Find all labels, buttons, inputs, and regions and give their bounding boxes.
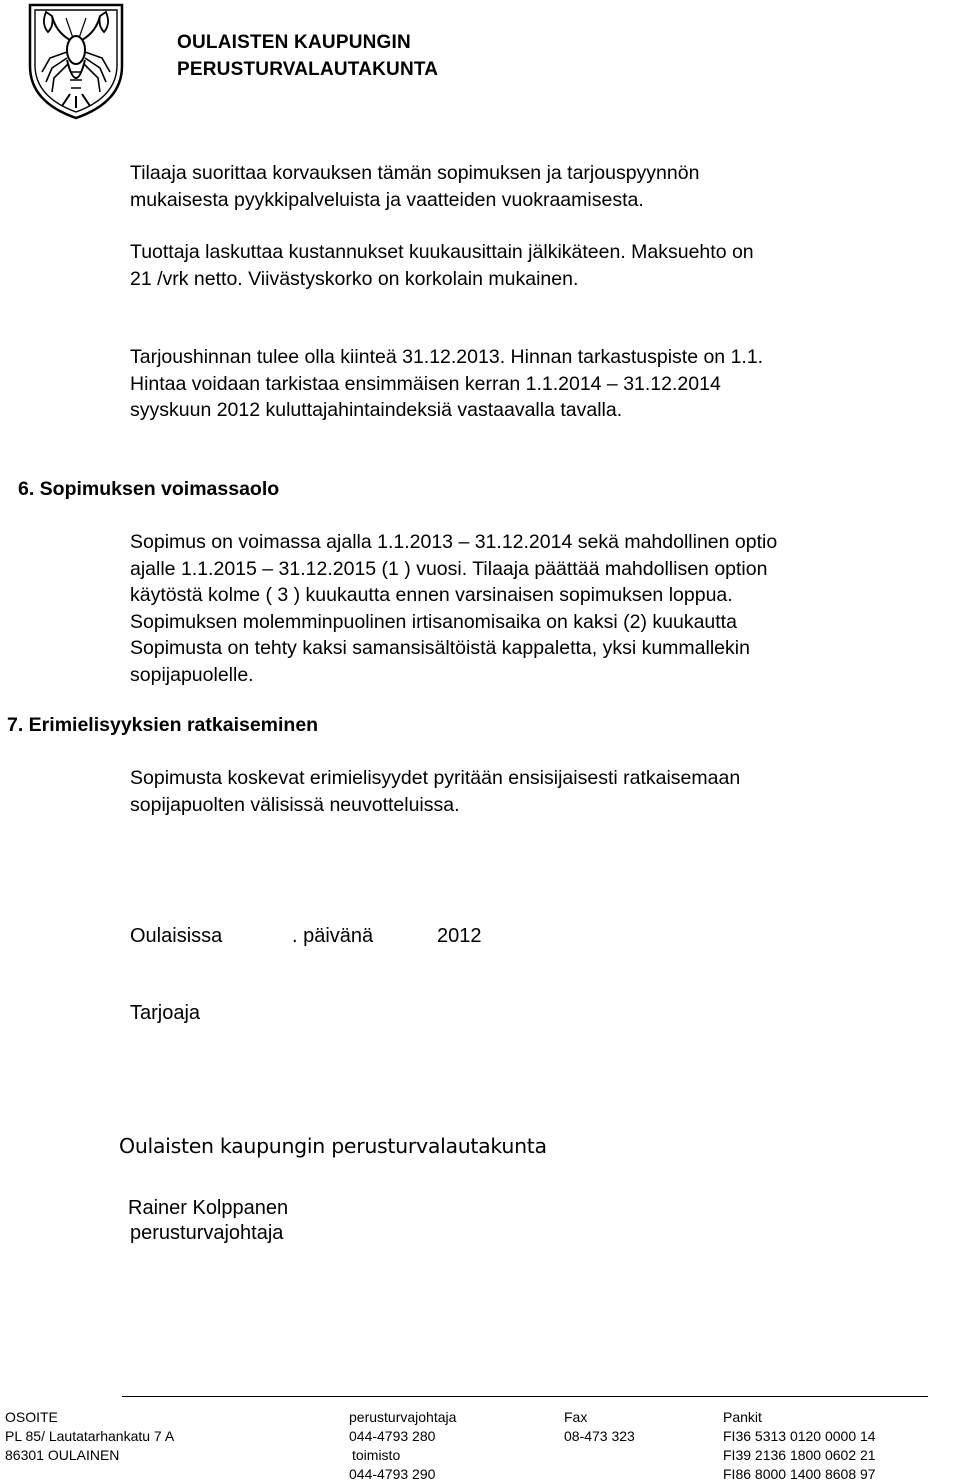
coat-of-arms-logo <box>26 2 126 120</box>
footer-text: toimisto <box>352 1447 401 1463</box>
footer-fax <box>564 1408 635 1446</box>
footer-divider <box>122 1396 928 1397</box>
paragraph-invoicing <box>130 239 754 292</box>
footer-text: FI39 2136 1800 0602 21 <box>723 1447 876 1463</box>
paragraph-payment <box>130 160 699 213</box>
signature-role: Tarjoaja <box>130 1002 201 1024</box>
footer-text: 044-4793 280 <box>349 1428 436 1444</box>
footer-banks <box>723 1408 876 1484</box>
paragraph-pricing <box>130 344 763 424</box>
footer-label: OSOITE <box>5 1409 58 1425</box>
section-7-heading: 7. Erimielisyyksien ratkaiseminen <box>7 714 319 736</box>
footer-label: Fax <box>564 1409 588 1425</box>
header-line-2: PERUSTURVALAUTAKUNTA <box>177 59 439 80</box>
text-line: syyskuun 2012 kuluttajahintaindeksiä vastaavalla tavalla. <box>130 399 623 421</box>
signature-year: 2012 <box>437 925 482 947</box>
footer-text: perusturvajohtaja <box>349 1409 457 1425</box>
text-line: Hintaa voidaan tarkistaa ensimmäisen kerran 1.1.2014 – 31.12.2014 <box>130 372 721 395</box>
text-line: sopijapuolelle. <box>130 663 254 686</box>
signature-place: Oulaisissa <box>130 925 223 947</box>
footer-text: PL 85/ Lautatarhankatu 7 A <box>5 1428 175 1444</box>
section-7-body <box>130 765 740 818</box>
signature-day: . päivänä <box>292 925 374 947</box>
text-line: Sopimus on voimassa ajalla 1.1.2013 – 31.12.2014 sekä mahdollinen optio <box>130 531 778 553</box>
text-line: Sopimuksen molemminpuolinen irtisanomisaika on kaksi (2) kuukautta <box>130 610 737 633</box>
text-line: Tarjoushinnan tulee olla kiinteä 31.12.2013. Hinnan tarkastuspiste on 1.1. <box>130 346 764 368</box>
footer-label: Pankit <box>723 1409 762 1425</box>
footer-text: FI86 8000 1400 8608 97 <box>723 1466 876 1482</box>
section-6-body <box>130 529 777 688</box>
text-line: 21 /vrk netto. Viivästyskorko on korkolain mukainen. <box>130 267 579 290</box>
text-line: sopijapuolten välisissä neuvotteluissa. <box>130 793 460 816</box>
text-line: ajalle 1.1.2015 – 31.12.2015 (1 ) vuosi. Tilaaja päättää mahdollisen option <box>130 557 768 580</box>
signer-title: perusturvajohtaja <box>130 1222 284 1244</box>
text-line: Tilaaja suorittaa korvauksen tämän sopimuksen ja tarjouspyynnön <box>130 162 700 184</box>
footer-text: 86301 OULAINEN <box>5 1447 120 1463</box>
text-line: Tuottaja laskuttaa kustannukset kuukausittain jälkikäteen. Maksuehto on <box>130 241 754 263</box>
signature-organization: Oulaisten kaupungin perusturvalautakunta <box>119 1134 547 1158</box>
footer-address <box>5 1408 174 1465</box>
text-line: käytöstä kolme ( 3 ) kuukautta ennen varsinaisen sopimuksen loppua. <box>130 584 733 606</box>
section-6-heading: 6. Sopimuksen voimassaolo <box>18 478 280 500</box>
header-line-1: OULAISTEN KAUPUNGIN <box>177 32 411 53</box>
crayfish-icon <box>26 2 126 120</box>
footer-text: 044-4793 290 <box>349 1466 436 1482</box>
footer-phones <box>349 1408 456 1484</box>
footer-text: 08-473 323 <box>564 1428 635 1444</box>
signer-name: Rainer Kolppanen <box>128 1197 289 1219</box>
text-line: Sopimusta koskevat erimielisyydet pyritään ensisijaisesti ratkaisemaan <box>130 767 741 789</box>
text-line: Sopimusta on tehty kaksi samansisältöistä kappaletta, yksi kummallekin <box>130 637 750 659</box>
footer-text: FI36 5313 0120 0000 14 <box>723 1428 876 1444</box>
text-line: mukaisesta pyykkipalveluista ja vaatteiden vuokraamisesta. <box>130 188 644 211</box>
